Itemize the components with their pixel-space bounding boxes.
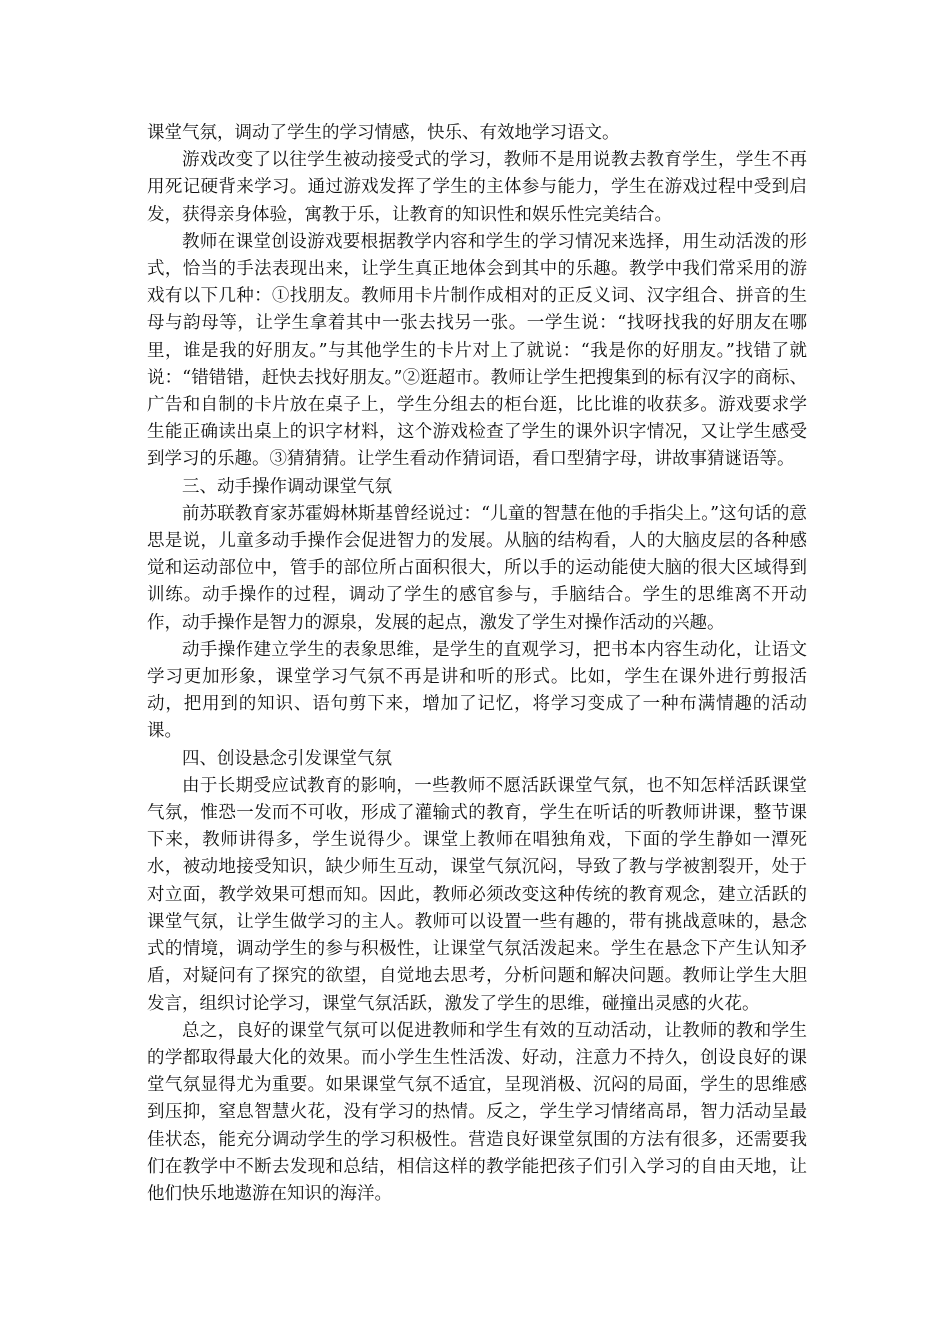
document-page — [147, 120, 807, 1208]
paragraph-games-change-learning: 游戏改变了以往学生被动接受式的学习，教师不是用说教去教育学生，学生不再用死记硬背来学习。通过游戏发挥了学生的主体参与能力，学生在游戏过程中受到启发，获得亲身体验，寓教于乐，让教育的知识性和娱乐性完美结合。 — [147, 150, 807, 225]
paragraph-continuation: 课堂气氛，调动了学生的学习情感，快乐、有效地学习语文。 — [147, 123, 620, 143]
section-heading-suspense: 四、创设悬念引发课堂气氛 — [182, 748, 392, 769]
paragraph-hands-on-intelligence: 前苏联教育家苏霍姆林斯基曾经说过：“儿童的智慧在他的手指尖上。”这句话的意思是说，儿童多动手操作会促进智力的发展。从脑的结构看，人的大脑皮层的各种感觉和运动部位中，管手的部位所占面积很大，所以手的运动能使大脑的很大区域得到训练。动手操作的过程，调动了学生的感官参与，手脑结合。学生的思维离不开动作，动手操作是智力的源泉，发展的起点，激发了学生对操作活动的兴趣。 — [147, 503, 807, 633]
paragraph-suspense: 由于长期受应试教育的影响，一些教师不愿活跃课堂气氛，也不知怎样活跃课堂气氛，惟恐一发而不可收，形成了灌输式的教育，学生在听话的听教师讲课，整节课下来，教师讲得多，学生说得少。课堂上教师在唱独角戏，下面的学生静如一潭死水，被动地接受知识，缺少师生互动，课堂气氛沉闷，导致了教与学被割裂开，处于对立面，教学效果可想而知。因此，教师必须改变这种传统的教育观念，建立活跃的课堂气氛，让学生做学习的主人。教师可以设置一些有趣的，带有挑战意味的，悬念式的情境，调动学生的参与积极性，让课堂气氛活泼起来。学生在悬念下产生认知矛盾，对疑问有了探究的欲望，自觉地去思考，分析问题和解决问题。教师让学生大胆发言，组织讨论学习，课堂气氛活跃，激发了学生的思维，碰撞出灵感的火花。 — [147, 775, 807, 1014]
section-heading-hands-on: 三、动手操作调动课堂气氛 — [182, 476, 392, 497]
paragraph-games-examples: 教师在课堂创设游戏要根据教学内容和学生的学习情况来选择，用生动活泼的形式，恰当的手法表现出来，让学生真正地体会到其中的乐趣。教学中我们常采用的游戏有以下几种：①找朋友。教师用卡片制作成相对的正反义词、汉字组合、拼音的生母与韵母等，让学生拿着其中一张去找另一张。一学生说：“找呀找我的好朋友在哪里，谁是我的好朋友。”与其他学生的卡片对上了就说：“我是你的好朋友。”找错了就说：“错错错，赶快去找好朋友。”②逛超市。教师让学生把搜集到的标有汉字的商标、广告和自制的卡片放在桌子上，学生分组去的柜台逛，比比谁的收获多。游戏要求学生能正确读出桌上的识字材料，这个游戏检查了学生的课外识字情况，又让学生感受到学习的乐趣。③猜猜猜。让学生看动作猜词语，看口型猜字母，讲故事猜谜语等。 — [147, 231, 807, 470]
paragraph-hands-on-imagery: 动手操作建立学生的表象思维，是学生的直观学习，把书本内容生动化，让语文学习更加形象，课堂学习气氛不再是讲和听的形式。比如，学生在课外进行剪报活动，把用到的知识、语句剪下来，增加了记忆，将学习变成了一种布满情趣的活动课。 — [147, 639, 807, 742]
paragraph-conclusion: 总之，良好的课堂气氛可以促进教师和学生有效的互动活动，让教师的教和学生的学都取得最大化的效果。而小学生生性活泼、好动，注意力不持久，创设良好的课堂气氛显得尤为重要。如果课堂气氛不适宜，呈现消极、沉闷的局面，学生的思维感到压抑，窒息智慧火花，没有学习的热情。反之，学生学习情绪高昂，智力活动呈最佳状态，能充分调动学生的学习积极性。营造良好课堂氛围的方法有很多，还需要我们在教学中不断去发现和总结，相信这样的教学能把孩子们引入学习的自由天地，让他们快乐地遨游在知识的海洋。 — [147, 1020, 807, 1204]
